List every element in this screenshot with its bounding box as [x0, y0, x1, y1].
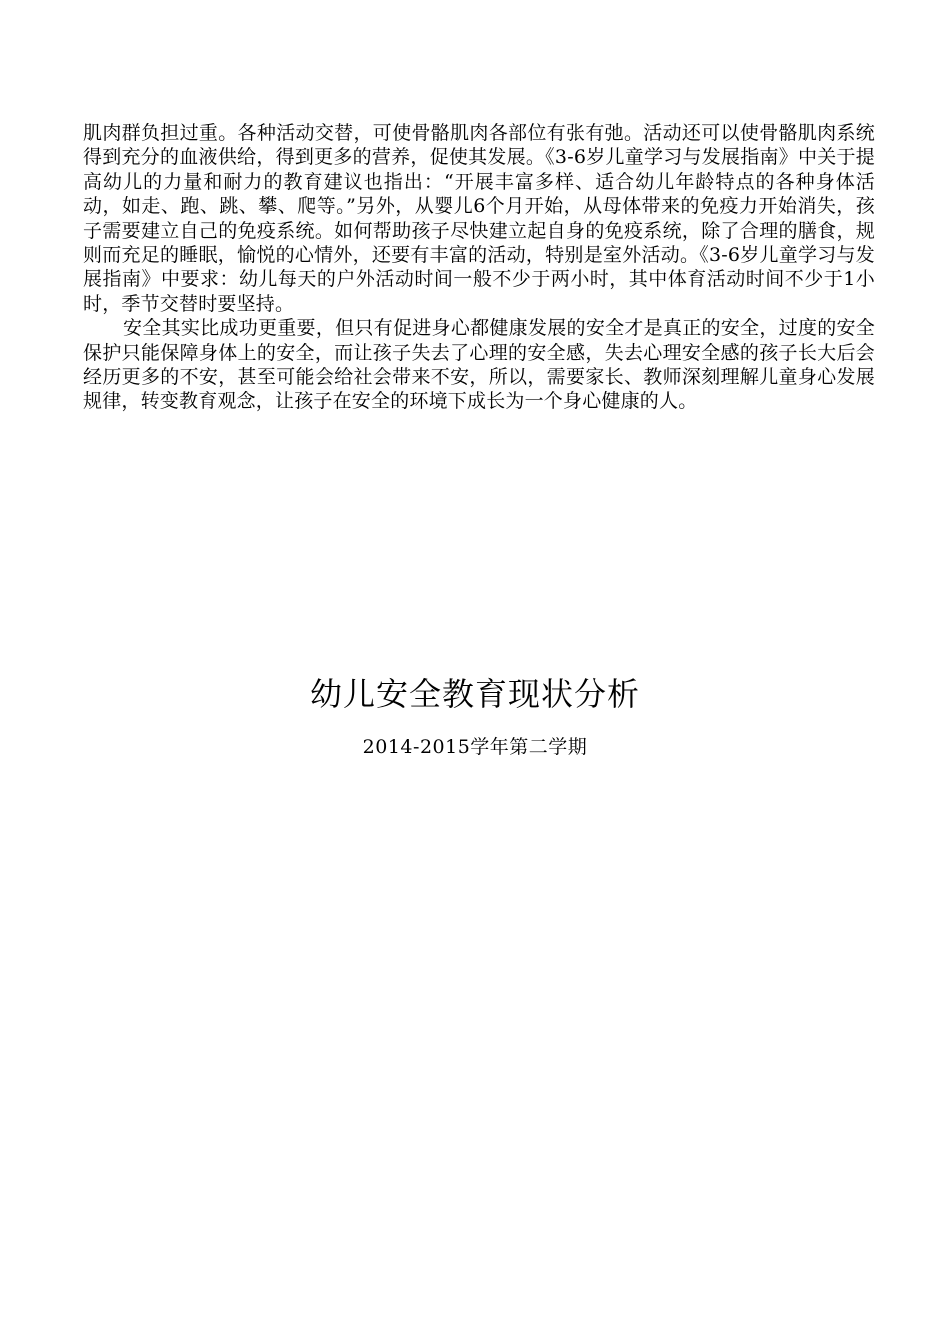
paragraph-safety: 安全其实比成功更重要，但只有促进身心都健康发展的安全才是真正的安全，过度的安全保护只能保障身体上的安全，而让孩子失去了心理的安全感，失去心理安全感的孩子长大后会经历更多的不安，甚至可能会给社会带来不安，所以，需要家长、教师深刻理解儿童身心发展规律，转变教育观念，让孩子在安全的环境下成长为一个身心健康的人。	[83, 317, 875, 413]
section-subtitle: 2014-2015学年第二学期	[362, 736, 588, 758]
section-title: 幼儿安全教育现状分析	[309, 675, 640, 713]
paragraph-continuation: 肌肉群负担过重。各种活动交替，可使骨骼肌肉各部位有张有弛。活动还可以使骨骼肌肉系统得到充分的血液供给，得到更多的营养，促使其发展。《3-6岁儿童学习与发展指南》中关于提高幼儿的力量和耐力的教育建议也指出：“开展丰富多样、适合幼儿年龄特点的各种身体活动，如走、跑、跳、攀、爬等。”另外，从婴儿6个月开始，从母体带来的免疫力开始消失，孩子需要建立自己的免疫系统。如何帮助孩子尽快建立起自身的免疫系统，除了合理的膳食，规则而充足的睡眠，愉悦的心情外，还要有丰富的活动，特别是室外活动。《3-6岁儿童学习与发展指南》中要求：幼儿每天的户外活动时间一般不少于两小时，其中体育活动时间不少于1小时，季节交替时要坚持。	[83, 122, 875, 315]
document-body	[83, 121, 875, 414]
